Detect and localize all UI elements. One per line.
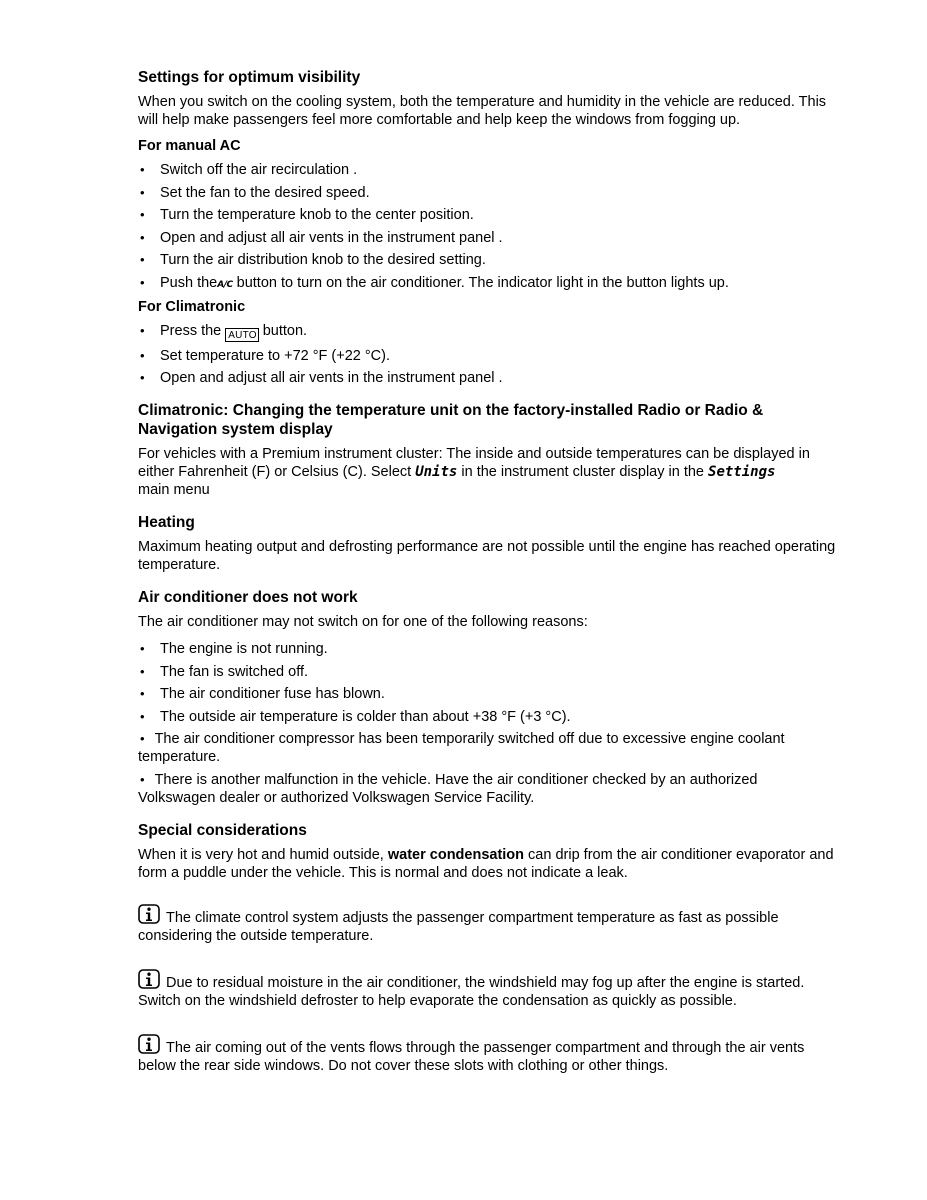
push-text-after: button to turn on the air conditioner. The indicator light in the button lights up. [232,274,729,291]
info-note [138,1034,838,1075]
special-text [138,846,838,882]
ac-fault-list [138,640,838,807]
units-text-part: main menu [138,482,210,498]
visibility-intro: When you switch on the cooling system, both the temperature and humidity in the vehicle are reduced. This will help make passengers feel more comfortable and help keep the windows from fogging up. [138,94,827,128]
info-icon [138,969,160,989]
manual-ac-heading: For manual AC [138,138,241,154]
list-item: • Set the fan to the desired speed. [138,184,838,202]
note-text: The climate control system adjusts the passenger compartment temperature as fast as possible considering the outside temperature. [138,909,779,944]
list-item: • The air conditioner compressor has been temporarily switched off due to excessive engine coolant temperature. [138,730,838,766]
units-text-part: For vehicles with a Premium instrument cluster: The inside and outside temperatures can be displayed in either Fahrenheit (F) or Celsius (C). Select [138,446,810,480]
auto-button-icon: AUTO [225,328,258,342]
info-icon [138,904,160,924]
list-item [138,274,838,294]
list-item: • There is another malfunction in the vehicle. Have the air conditioner checked by an authorized Volkswagen dealer or authorized Volkswagen Service Facility. [138,771,838,807]
menu-units: Units [415,464,458,480]
special-text-part: can drip from the air conditioner evaporator and form a puddle under the vehicle. This is normal and does not indicate a leak. [138,846,834,881]
list-item: • The air conditioner fuse has blown. [138,685,838,703]
list-item [138,322,838,342]
menu-settings: Settings [708,464,776,480]
section-title-visibility: Settings for optimum visibility [138,69,361,86]
list-item: • Switch off the air recirculation . [138,161,838,179]
list-item: • The fan is switched off. [138,663,838,681]
ac-button-icon: A/C [217,279,233,290]
list-item: • Open and adjust all air vents in the instrument panel . [138,369,838,387]
list-item: • Turn the air distribution knob to the desired setting. [138,251,838,269]
section-title-units: Climatronic: Changing the temperature unit on the factory-installed Radio or Radio & Navigation system display [138,402,764,438]
units-text [138,445,838,499]
list-item: • The engine is not running. [138,640,838,658]
special-text-bold: water condensation [387,846,525,863]
info-note [138,904,838,945]
special-text-part: When it is very hot and humid outside, [138,846,388,863]
info-note [138,969,838,1010]
note-text: The air coming out of the vents flows through the passenger compartment and through the air vents below the rear side windows. Do not cover these slots with clothing or other things. [138,1039,805,1074]
press-text-after: button. [258,323,308,339]
note-text: Due to residual moisture in the air conditioner, the windshield may fog up after the engine is started. Switch on the windshield defroster to help evaporate the condensation as quickly as possible. [138,974,805,1009]
climatronic-list [138,322,838,387]
section-title-special: Special considerations [138,821,307,839]
list-item: • Open and adjust all air vents in the instrument panel . [138,229,838,247]
ac-fault-intro: The air conditioner may not switch on for one of the following reasons: [138,614,588,630]
section-title-heating: Heating [138,514,195,531]
list-item: • The outside air temperature is colder than about +38 °F (+3 °C). [138,708,838,726]
section-title-ac-fault: Air conditioner does not work [138,589,358,606]
units-text-part: in the instrument cluster display in the [457,464,709,480]
list-item: • Set temperature to +72 °F (+22 °C). [138,347,838,365]
heating-text: Maximum heating output and defrosting performance are not possible until the engine has reached operating temperature. [138,539,836,573]
list-item: • Turn the temperature knob to the center position. [138,206,838,224]
push-text-before: Push the [160,274,218,291]
manual-ac-list [138,161,838,294]
climatronic-heading: For Climatronic [138,299,246,315]
info-icon [138,1034,160,1054]
manual-page [138,68,838,1075]
press-text-before: Press the [160,323,226,339]
